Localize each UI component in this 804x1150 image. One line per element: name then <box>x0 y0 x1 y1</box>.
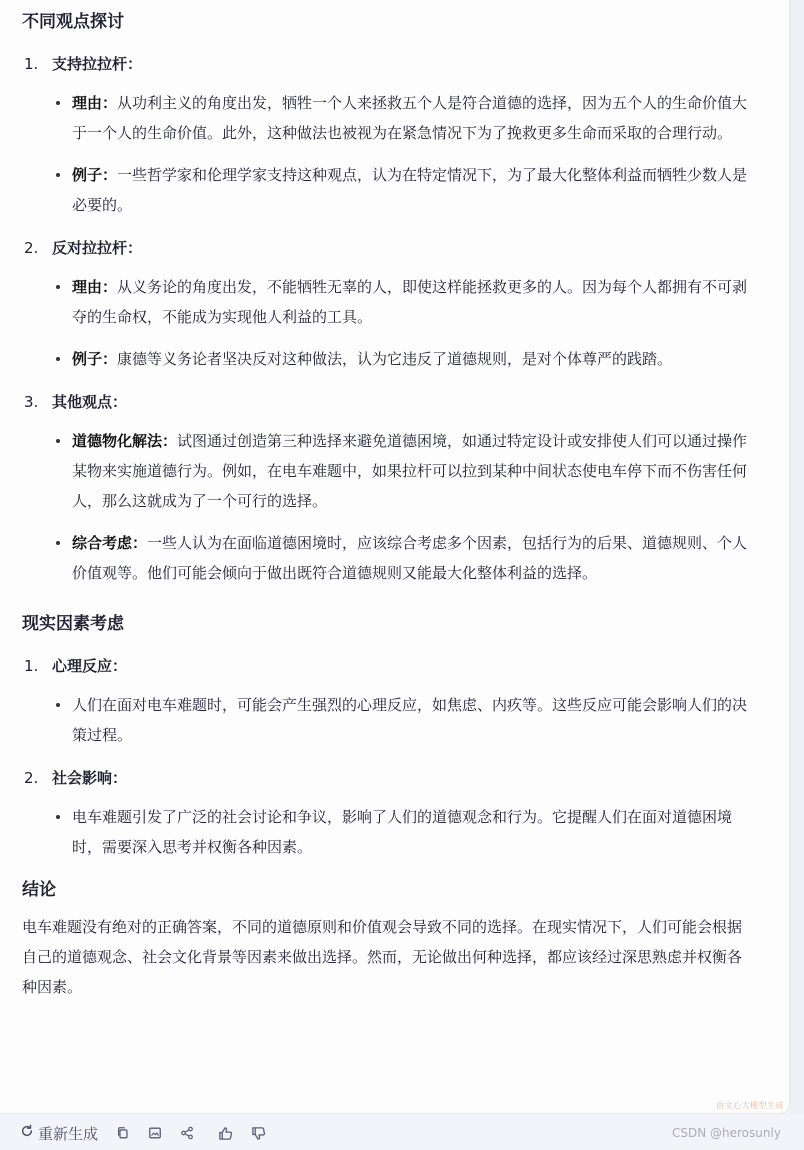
bullet-text: 电车难题引发了广泛的社会讨论和争议，影响了人们的道德观念和行为。它提醒人们在面对道德困境时，需要深入思考并权衡各种因素。 <box>72 808 733 856</box>
list-number: 2. <box>24 769 39 787</box>
list-item <box>22 236 753 260</box>
bullet-list <box>22 802 753 862</box>
thumbs-down-icon[interactable] <box>251 1126 266 1141</box>
bullet-label: 道德物化解法： <box>72 432 178 450</box>
list-heading: 其他观点： <box>52 393 128 411</box>
conclusion-text: 电车难题没有绝对的正确答案，不同的道德原则和价值观会导致不同的选择。在现实情况下，人们可能会根据自己的道德观念、社会文化背景等因素来做出选择。然而，无论做出何种选择，都应该经过深思熟虑并权衡各种因素。 <box>22 918 743 996</box>
bullet-text: 从义务论的角度出发，不能牺牲无辜的人，即使这样能拯救更多的人。因为每个人都拥有不可剥夺的生命权，不能成为实现他人利益的工具。 <box>72 278 748 326</box>
ai-generated-watermark: 由文心大模型生成 <box>716 1101 784 1110</box>
bullet-text: 一些哲学家和伦理学家支持这种观点，认为在特定情况下，为了最大化整体利益而牺牲少数人是必要的。 <box>72 166 748 214</box>
list-heading: 支持拉拉杆： <box>52 55 143 73</box>
bullet-label: 例子： <box>72 350 118 368</box>
thumbs-up-icon[interactable] <box>218 1126 233 1141</box>
answer-toolbar <box>20 1120 266 1146</box>
bullet-list <box>22 426 753 588</box>
bullet-label: 例子： <box>72 166 118 184</box>
bullet-item <box>22 528 753 588</box>
bullet-label: 综合考虑： <box>72 534 148 552</box>
list-heading: 社会影响： <box>52 769 128 787</box>
image-icon[interactable] <box>148 1126 162 1140</box>
csdn-watermark: CSDN @herosunly <box>672 1126 781 1140</box>
regenerate-label: 重新生成 <box>38 1124 99 1143</box>
list-heading: 心理反应： <box>52 657 128 675</box>
section-title-viewpoints: 不同观点探讨 <box>22 12 124 32</box>
list-item <box>22 654 753 678</box>
copy-icon[interactable] <box>116 1126 130 1140</box>
bullet-text: 一些人认为在面临道德困境时，应该综合考虑多个因素，包括行为的后果、道德规则、个人价值观等。他们可能会倾向于做出既符合道德规则又能最大化整体利益的选择。 <box>72 534 748 582</box>
bullet-list <box>22 272 753 374</box>
bullet-item <box>22 426 753 516</box>
section-title-conclusion: 结论 <box>22 880 56 900</box>
bullet-item <box>22 272 753 332</box>
bullet-text: 康德等义务论者坚决反对这种做法，认为它违反了道德规则，是对个体尊严的践踏。 <box>117 350 673 368</box>
list-item <box>22 52 753 76</box>
list-number: 2. <box>24 239 39 257</box>
bullet-item <box>22 690 753 750</box>
section-title-reality: 现实因素考虑 <box>22 614 124 634</box>
regenerate-button[interactable] <box>20 1123 98 1144</box>
list-number: 3. <box>24 393 39 411</box>
scrollbar-track[interactable] <box>790 0 804 1114</box>
bullet-item <box>22 160 753 220</box>
bullet-text: 人们在面对电车难题时，可能会产生强烈的心理反应，如焦虑、内疚等。这些反应可能会影响人们的决策过程。 <box>72 696 748 744</box>
bullet-label: 理由： <box>72 278 118 296</box>
bullet-item <box>22 802 753 862</box>
bullet-text: 从功利主义的角度出发，牺牲一个人来拯救五个人是符合道德的选择，因为五个人的生命价值大于一个人的生命价值。此外，这种做法也被视为在紧急情况下为了挽救更多生命而采取的合理行动。 <box>72 94 748 142</box>
bullet-list <box>22 88 753 220</box>
list-item <box>22 766 753 790</box>
list-number: 1. <box>24 55 39 73</box>
list-item <box>22 390 753 414</box>
bullet-list <box>22 690 753 750</box>
refresh-icon <box>20 1124 34 1142</box>
share-icon[interactable] <box>180 1126 194 1140</box>
list-heading: 反对拉拉杆： <box>52 239 143 257</box>
list-number: 1. <box>24 657 39 675</box>
bullet-item <box>22 344 753 374</box>
bullet-label: 理由： <box>72 94 118 112</box>
bullet-item <box>22 88 753 148</box>
bullet-text: 试图通过创造第三种选择来避免道德困境，如通过特定设计或安排使人们可以通过操作某物来实施道德行为。例如，在电车难题中，如果拉杆可以拉到某种中间状态使电车停下而不伤害任何人，那么这就成为了一个可行的选择。 <box>72 432 748 510</box>
